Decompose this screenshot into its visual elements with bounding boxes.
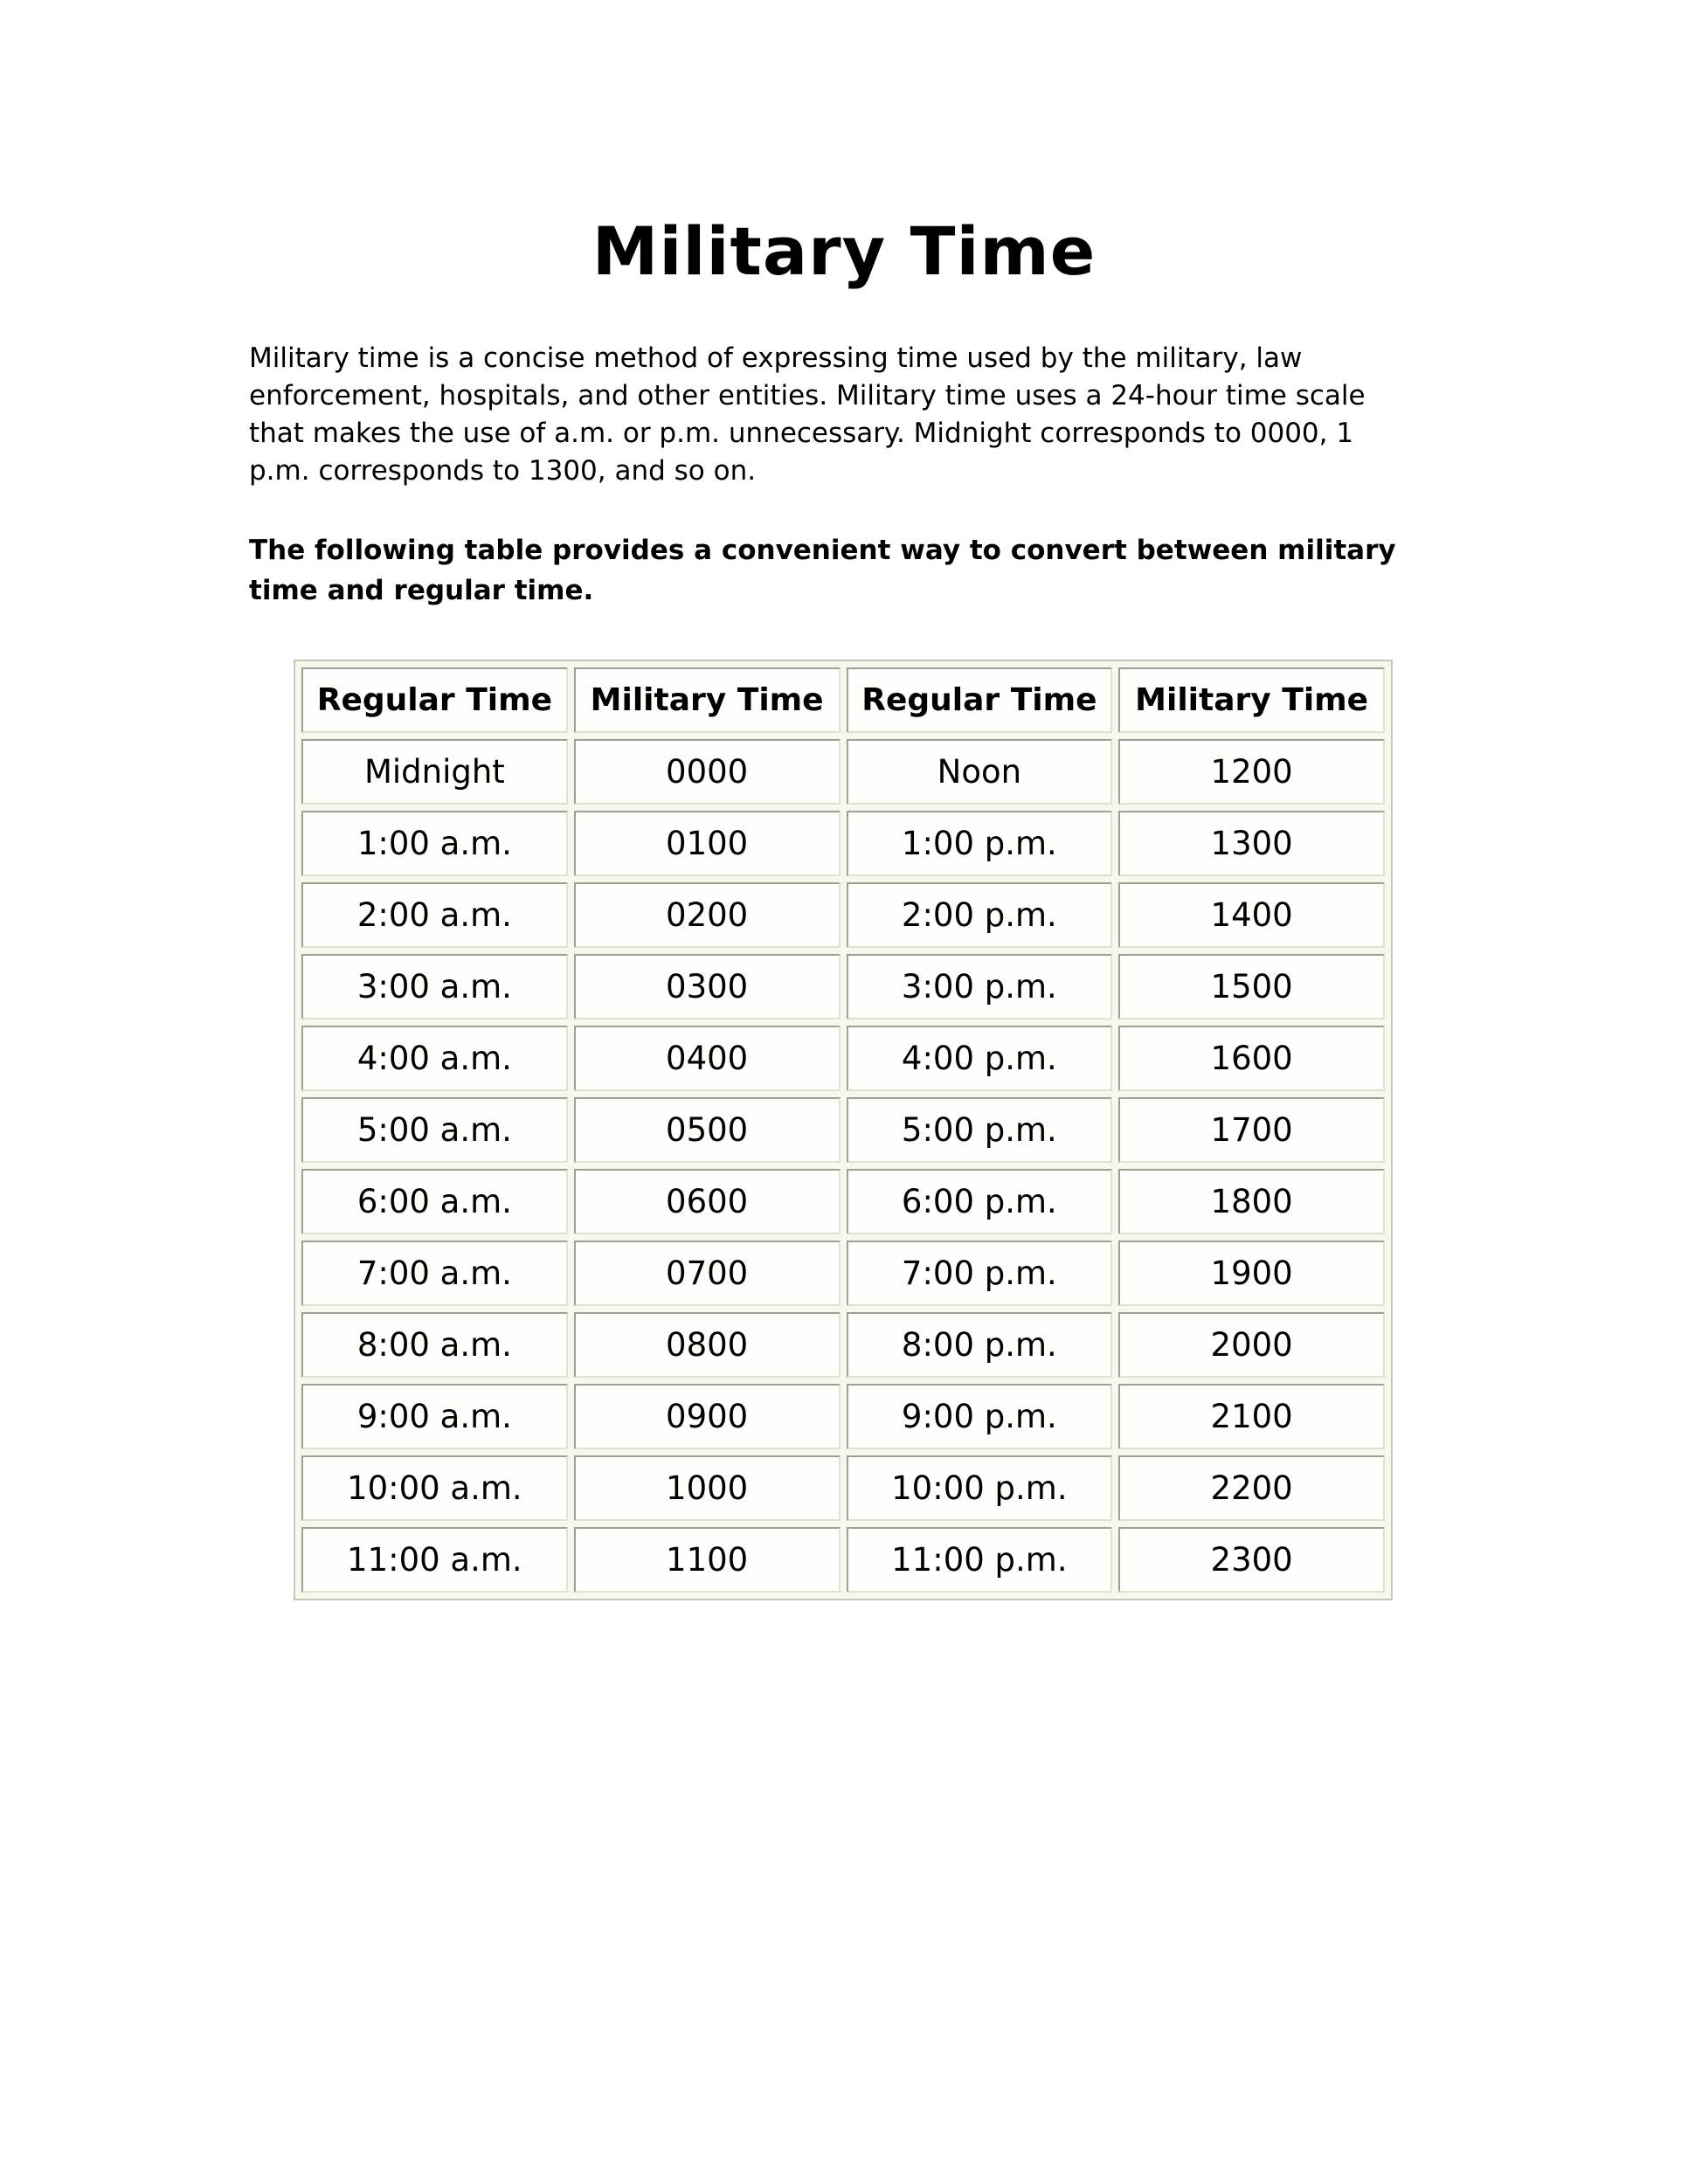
table-cell: 5:00 a.m. xyxy=(301,1097,568,1163)
table-cell: 0800 xyxy=(574,1312,841,1378)
table-cell: 5:00 p.m. xyxy=(847,1097,1113,1163)
table-cell: 3:00 p.m. xyxy=(847,954,1113,1019)
table-row xyxy=(301,739,1385,805)
table-row xyxy=(301,1312,1385,1378)
table-cell: 8:00 p.m. xyxy=(847,1312,1113,1378)
table-cell: 0000 xyxy=(574,739,841,805)
table-cell: 1:00 a.m. xyxy=(301,811,568,876)
table-cell: Noon xyxy=(847,739,1113,805)
table-cell: 9:00 a.m. xyxy=(301,1384,568,1449)
table-intro-paragraph: The following table provides a convenient way to convert between military time and regular time. xyxy=(249,535,1396,607)
page-title: Military Time xyxy=(591,212,1097,290)
table-cell: 2100 xyxy=(1118,1384,1385,1449)
conversion-table-head xyxy=(301,667,1385,733)
table-cell: 0200 xyxy=(574,882,841,948)
table-cell: 1300 xyxy=(1118,811,1385,876)
table-cell: 11:00 p.m. xyxy=(847,1527,1113,1593)
table-cell: 0100 xyxy=(574,811,841,876)
table-cell: 1500 xyxy=(1118,954,1385,1019)
table-cell: 6:00 p.m. xyxy=(847,1169,1113,1234)
table-cell: 1:00 p.m. xyxy=(847,811,1113,876)
table-row xyxy=(301,1455,1385,1521)
military-time-conversion-table xyxy=(294,660,1393,1600)
table-cell: 1800 xyxy=(1118,1169,1385,1234)
table-row xyxy=(301,1527,1385,1593)
table-cell: 0300 xyxy=(574,954,841,1019)
table-cell: 0700 xyxy=(574,1241,841,1306)
table-cell: 1000 xyxy=(574,1455,841,1521)
table-cell: 1700 xyxy=(1118,1097,1385,1163)
table-cell: 8:00 a.m. xyxy=(301,1312,568,1378)
table-cell: 10:00 p.m. xyxy=(847,1455,1113,1521)
table-cell: 6:00 a.m. xyxy=(301,1169,568,1234)
table-cell: 2000 xyxy=(1118,1312,1385,1378)
header-regular-time-2: Regular Time xyxy=(847,667,1113,733)
table-row xyxy=(301,1026,1385,1091)
table-cell: 7:00 p.m. xyxy=(847,1241,1113,1306)
table-header-row xyxy=(301,667,1385,733)
table-row xyxy=(301,1097,1385,1163)
table-cell: 0500 xyxy=(574,1097,841,1163)
table-cell: 10:00 a.m. xyxy=(301,1455,568,1521)
table-cell: 7:00 a.m. xyxy=(301,1241,568,1306)
table-cell: 2300 xyxy=(1118,1527,1385,1593)
table-cell: 11:00 a.m. xyxy=(301,1527,568,1593)
table-cell: 3:00 a.m. xyxy=(301,954,568,1019)
table-cell: 2:00 p.m. xyxy=(847,882,1113,948)
table-cell: 4:00 p.m. xyxy=(847,1026,1113,1091)
table-cell: 4:00 a.m. xyxy=(301,1026,568,1091)
conversion-table-body xyxy=(301,739,1385,1593)
table-cell: 1900 xyxy=(1118,1241,1385,1306)
table-cell: 1200 xyxy=(1118,739,1385,805)
header-regular-time-1: Regular Time xyxy=(301,667,568,733)
table-cell: 2:00 a.m. xyxy=(301,882,568,948)
table-row xyxy=(301,882,1385,948)
table-cell: 0600 xyxy=(574,1169,841,1234)
table-cell: 9:00 p.m. xyxy=(847,1384,1113,1449)
header-military-time-1: Military Time xyxy=(574,667,841,733)
table-row xyxy=(301,1241,1385,1306)
table-cell: 2200 xyxy=(1118,1455,1385,1521)
table-cell: 1100 xyxy=(574,1527,841,1593)
table-row xyxy=(301,811,1385,876)
intro-paragraph: Military time is a concise method of expressing time used by the military, law enforcement, hospitals, and other entities. Military time uses a 24-hour time scale that makes the use of a.m. or p.m. unnecessary. Midnight corresponds to 0000, 1 p.m. corresponds to 1300, and so on. xyxy=(249,342,1366,487)
header-military-time-2: Military Time xyxy=(1118,667,1385,733)
table-row xyxy=(301,954,1385,1019)
table-row xyxy=(301,1384,1385,1449)
table-cell: 0900 xyxy=(574,1384,841,1449)
table-cell: Midnight xyxy=(301,739,568,805)
table-cell: 1400 xyxy=(1118,882,1385,948)
document-body xyxy=(249,340,1420,611)
table-cell: 1600 xyxy=(1118,1026,1385,1091)
table-cell: 0400 xyxy=(574,1026,841,1091)
table-row xyxy=(301,1169,1385,1234)
